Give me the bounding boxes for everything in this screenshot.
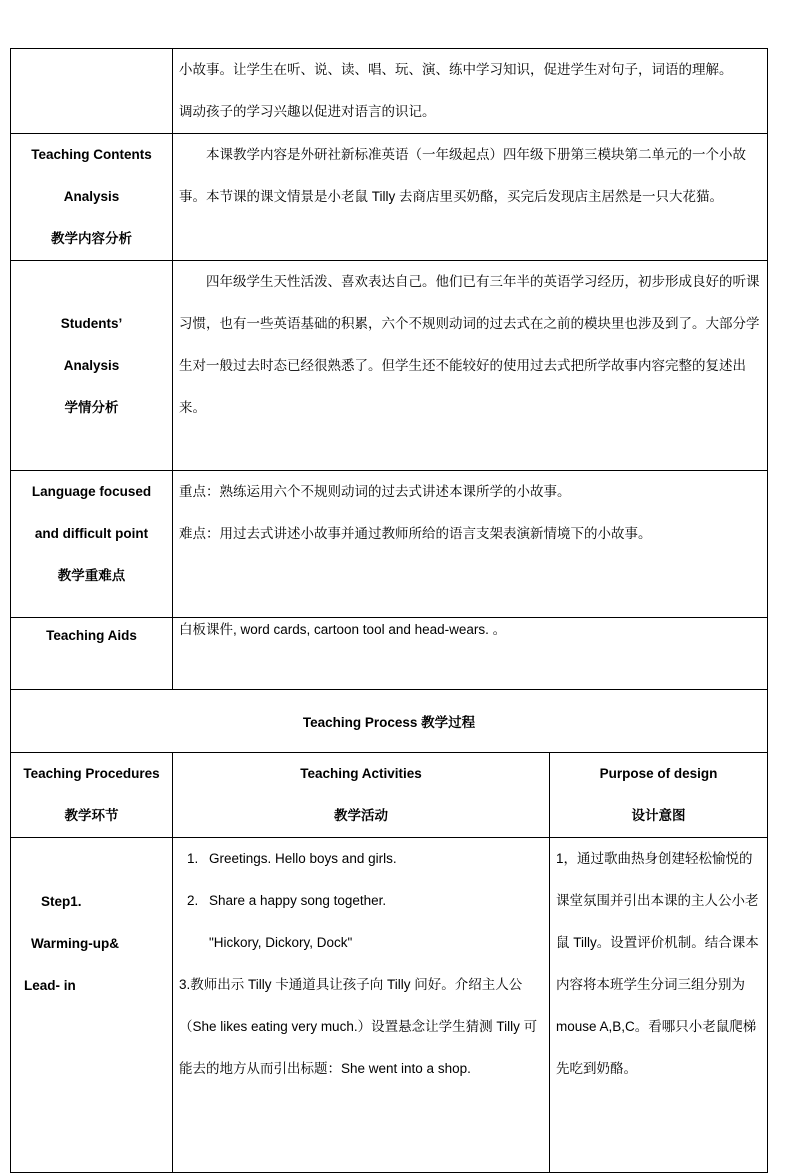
song-title: "Hickory, Dickory, Dock"	[209, 935, 353, 950]
step1-label	[11, 838, 173, 1173]
activity-item-1-text: Greetings. Hello boys and girls.	[209, 851, 397, 866]
language-label-en-1: Language focused	[31, 484, 152, 499]
students-label-en-2: Analysis	[63, 358, 120, 373]
contents-label-en-2: Analysis	[63, 189, 120, 204]
lesson-plan-table	[10, 48, 768, 1173]
header-procedures-cn: 教学环节	[64, 808, 119, 823]
intro-row	[11, 49, 768, 134]
language-label-cn: 教学重难点	[57, 568, 126, 583]
students-label-cn: 学情分析	[64, 400, 119, 415]
students-analysis-row	[11, 261, 768, 471]
language-focus-text	[173, 471, 768, 618]
intro-line-1: 小故事。让学生在听、说、读、唱、玩、演、练中学习知识，促进学生对句子，词语的理解。	[179, 62, 733, 77]
contents-analysis-label	[11, 134, 173, 261]
students-analysis-label	[11, 261, 173, 471]
process-header-row	[11, 753, 768, 838]
header-purpose-en: Purpose of design	[599, 766, 718, 781]
language-focus-label	[11, 471, 173, 618]
activity-item-1-num: 1.	[187, 851, 199, 866]
step1-purpose: 1，通过歌曲热身创建轻松愉悦的课堂氛围并引出本课的主人公小老鼠 Tilly。设置评价机制。结合课本内容将本班学生分词三组分别为 mouse A,B,C。看哪只小老鼠爬梯先吃到奶酪。	[550, 838, 768, 1173]
teaching-aids-label: Teaching Aids	[11, 618, 173, 690]
header-activities	[173, 753, 550, 838]
step1-row	[11, 838, 768, 1173]
intro-text-cell	[173, 49, 768, 134]
step1-label-2: Warming-up&	[31, 936, 119, 951]
key-point: 重点：熟练运用六个不规则动词的过去式讲述本课所学的小故事。	[179, 484, 571, 499]
intro-line-2: 调动孩子的学习兴趣以促进对语言的识记。	[179, 104, 436, 119]
step1-label-3: Lead- in	[24, 978, 76, 993]
process-title: Teaching Process 教学过程	[11, 690, 768, 753]
students-label-en-1: Students’	[60, 316, 123, 331]
step1-label-1: Step1.	[41, 894, 82, 909]
header-activities-en: Teaching Activities	[300, 766, 422, 781]
activity-item-2-text: Share a happy song together.	[209, 893, 387, 908]
header-procedures-en: Teaching Procedures	[23, 766, 160, 781]
contents-label-en-1: Teaching Contents	[31, 147, 152, 162]
language-focus-row	[11, 471, 768, 618]
process-title-row	[11, 690, 768, 753]
students-analysis-text: 四年级学生天性活泼、喜欢表达自己。他们已有三年半的英语学习经历，初步形成良好的听课习惯，也有一些英语基础的积累，六个不规则动词的过去式在之前的模块里也涉及到了。大部分学生对一般过去时态已经很熟悉了。但学生还不能较好的使用过去式把所学故事内容完整的复述出来。	[173, 261, 768, 471]
step1-activities	[173, 838, 550, 1173]
header-activities-cn: 教学活动	[334, 808, 388, 823]
activity-item-2-num: 2.	[187, 893, 199, 908]
contents-analysis-row	[11, 134, 768, 261]
contents-label-cn: 教学内容分析	[51, 231, 132, 246]
activity-item-3: 3.教师出示 Tilly 卡通道具让孩子向 Tilly 问好。介绍主人公（She likes eating very much.）设置悬念让学生猜测 Tilly 可能去的地方从而引出标题：She went into a shop.	[179, 977, 538, 1076]
activity-item-2	[179, 880, 543, 922]
header-procedures	[11, 753, 173, 838]
contents-analysis-text: 本课教学内容是外研社新标准英语（一年级起点）四年级下册第三模块第二单元的一个小故事。本节课的课文情景是小老鼠 Tilly 去商店里买奶酪，买完后发现店主居然是一只大花猫。	[173, 134, 768, 261]
header-purpose-cn: 设计意图	[631, 808, 686, 823]
intro-left-cell	[11, 49, 173, 134]
activity-item-1	[179, 838, 543, 880]
header-purpose	[550, 753, 768, 838]
teaching-aids-row	[11, 618, 768, 690]
teaching-aids-text: 白板课件, word cards, cartoon tool and head-wears. 。	[173, 618, 768, 690]
language-label-en-2: and difficult point	[34, 526, 149, 541]
difficult-point: 难点：用过去式讲述小故事并通过教师所给的语言支架表演新情境下的小故事。	[179, 526, 652, 541]
